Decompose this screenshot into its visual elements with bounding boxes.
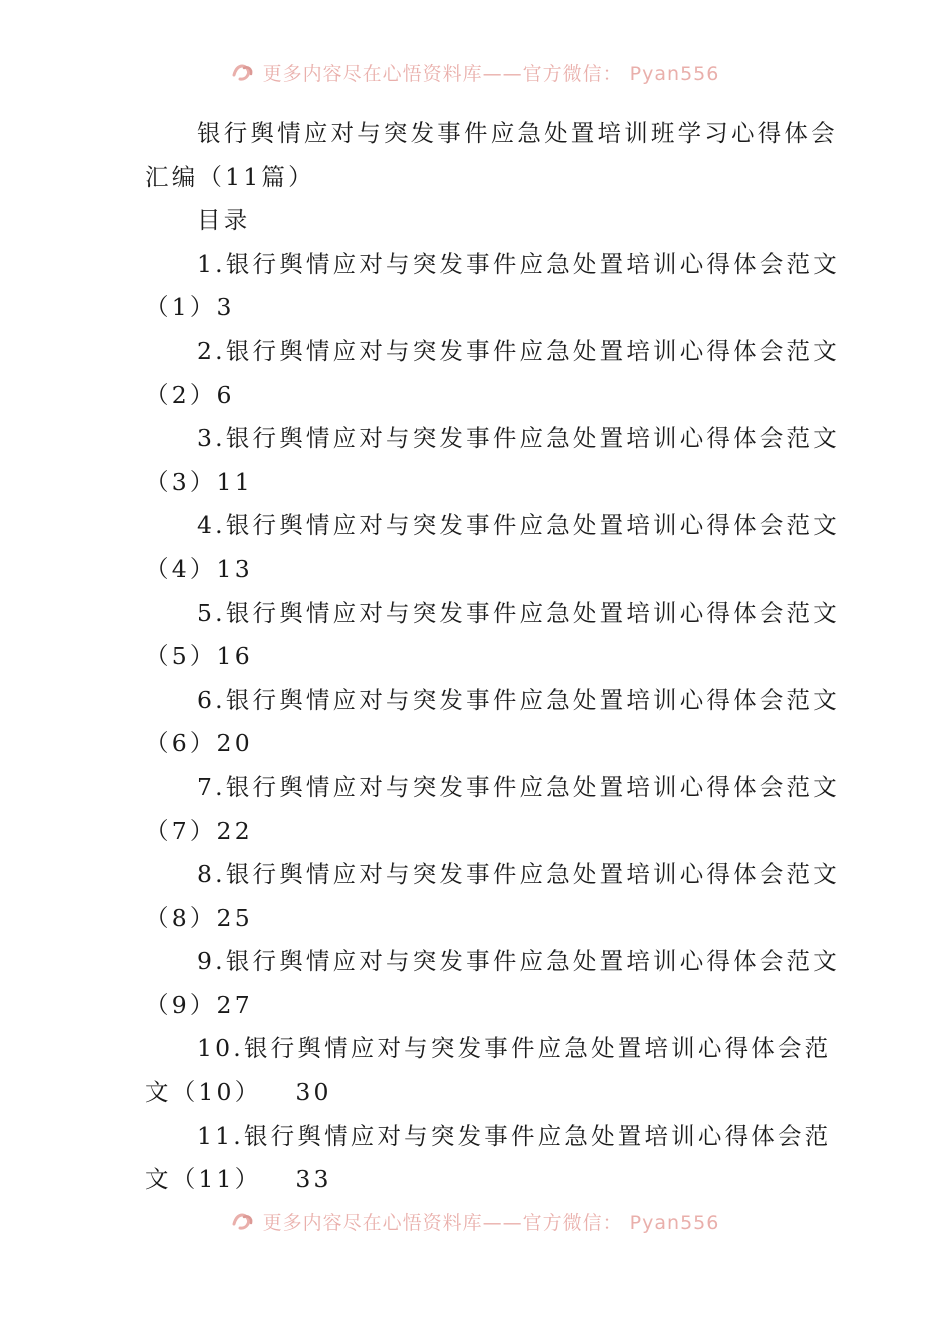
document-body	[145, 112, 840, 1202]
toc-item-6-page[interactable]: （6）20	[145, 729, 253, 758]
toc-item-6-title[interactable]: 6.银行舆情应对与突发事件应急处置培训心得体会范文	[197, 685, 840, 714]
footer-watermark-text: 更多内容尽在心悟资料库——官方微信： Pyan556	[262, 1211, 720, 1234]
document-title-line-1: 银行舆情应对与突发事件应急处置培训班学习心得体会	[197, 119, 838, 147]
document-title-line-2: 汇编（11篇）	[145, 162, 315, 191]
toc-item-1-page[interactable]: （1）3	[145, 293, 235, 322]
toc-item-8-page[interactable]: （8）25	[145, 903, 253, 932]
toc-item-7-title[interactable]: 7.银行舆情应对与突发事件应急处置培训心得体会范文	[197, 772, 840, 801]
toc-item-5-title[interactable]: 5.银行舆情应对与突发事件应急处置培训心得体会范文	[197, 598, 840, 627]
toc-item-11-title[interactable]: 11.银行舆情应对与突发事件应急处置培训心得体会范	[197, 1121, 832, 1150]
toc-item-11-page[interactable]	[145, 1158, 810, 1202]
toc-item-4-title[interactable]: 4.银行舆情应对与突发事件应急处置培训心得体会范文	[197, 511, 840, 540]
toc-item-8-title[interactable]: 8.银行舆情应对与突发事件应急处置培训心得体会范文	[197, 860, 840, 889]
toc-item-10-title[interactable]: 10.银行舆情应对与突发事件应急处置培训心得体会范	[197, 1034, 832, 1063]
toc-item-11-page-number: 33	[295, 1165, 332, 1194]
toc-item-9-page[interactable]: （9）27	[145, 990, 253, 1019]
toc-item-7-page[interactable]: （7）22	[145, 816, 253, 845]
toc-item-2-title[interactable]: 2.银行舆情应对与突发事件应急处置培训心得体会范文	[197, 336, 840, 365]
toc-item-1-title[interactable]: 1.银行舆情应对与突发事件应急处置培训心得体会范文	[197, 249, 840, 278]
toc-item-2-page[interactable]: （2）6	[145, 380, 235, 409]
ribbon-logo-icon	[231, 60, 255, 84]
toc-item-10-page[interactable]	[145, 1071, 810, 1115]
toc-item-11-label: 文（11）	[145, 1165, 262, 1194]
header-watermark-text: 更多内容尽在心悟资料库——官方微信： Pyan556	[262, 62, 720, 85]
header-watermark-banner	[0, 54, 950, 90]
ribbon-logo-icon	[231, 1209, 255, 1233]
toc-heading: 目录	[197, 206, 251, 235]
toc-item-9-title[interactable]: 9.银行舆情应对与突发事件应急处置培训心得体会范文	[197, 947, 840, 976]
toc-item-10-page-number: 30	[295, 1078, 332, 1107]
toc-item-10-label: 文（10）	[145, 1078, 262, 1107]
toc-item-3-page[interactable]: （3）11	[145, 467, 253, 496]
footer-watermark-banner	[0, 1203, 950, 1239]
toc-item-5-page[interactable]: （5）16	[145, 642, 253, 671]
toc-item-4-page[interactable]: （4）13	[145, 554, 253, 583]
toc-item-3-title[interactable]: 3.银行舆情应对与突发事件应急处置培训心得体会范文	[197, 424, 840, 453]
